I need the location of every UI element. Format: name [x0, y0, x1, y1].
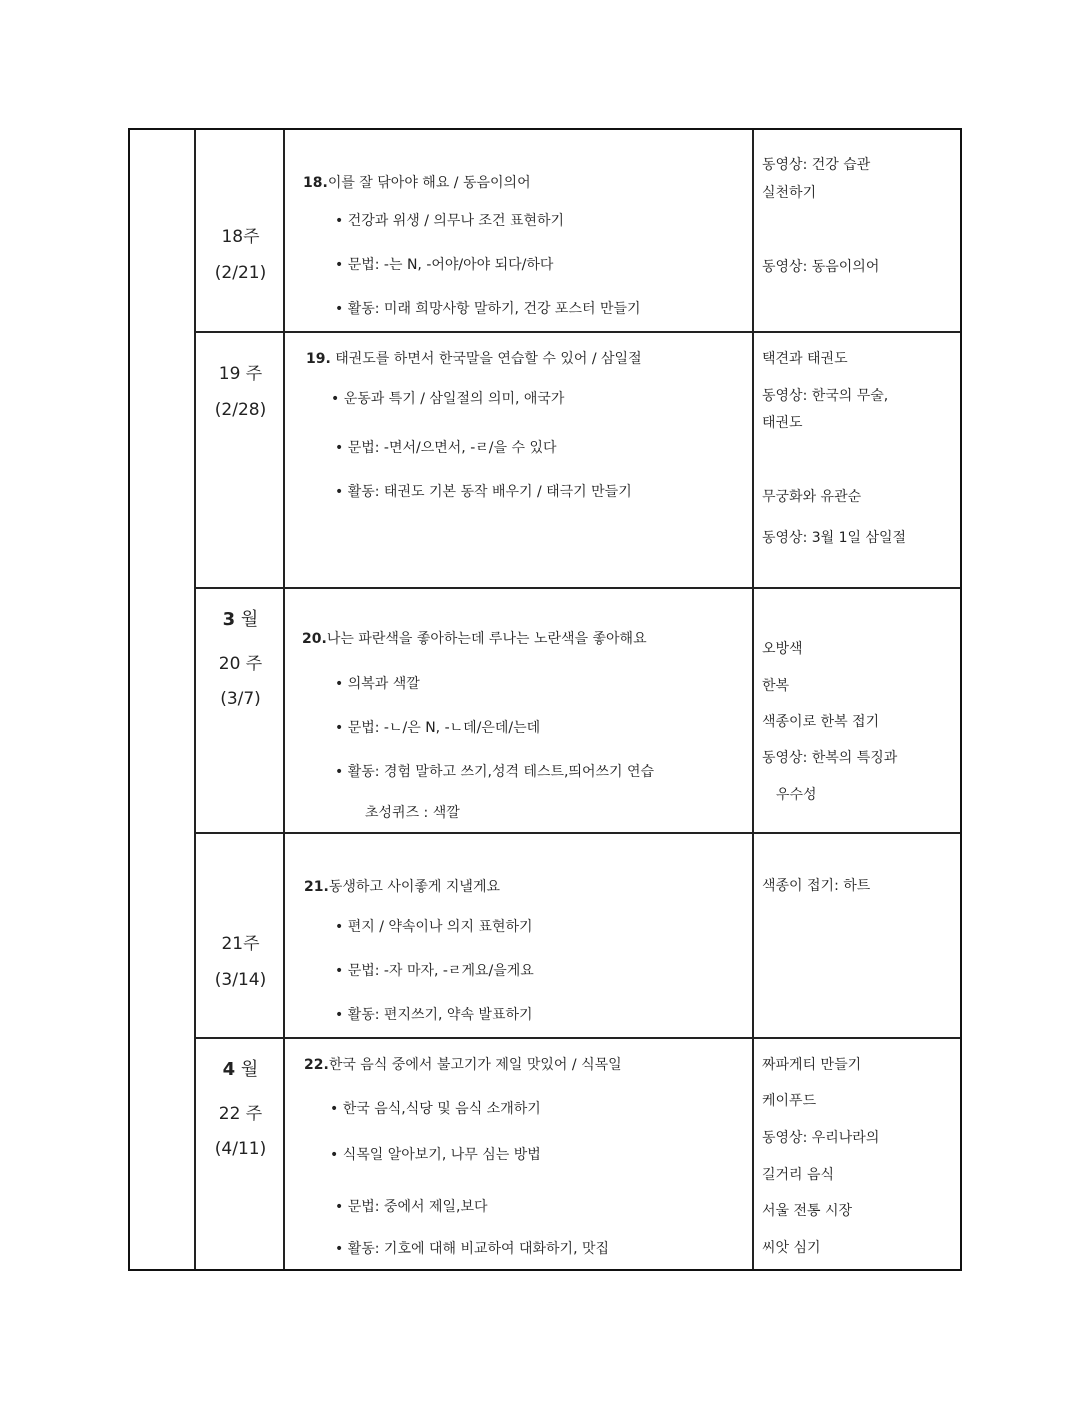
lesson-bullet: • 활동: 경험 말하고 쓰기,성격 테스트,띄어쓰기 연습	[335, 764, 655, 780]
lesson-bullet: • 식목일 알아보기, 나무 심는 방법	[330, 1147, 541, 1163]
week-date: (3/7)	[220, 689, 261, 709]
lesson-title: 18.이를 잘 닦아야 해요 / 동음이의어	[303, 175, 531, 191]
week-cell	[196, 130, 285, 331]
week-date: (3/14)	[214, 970, 267, 990]
table-row-week-21	[196, 834, 960, 1039]
week-label: 19 주	[218, 364, 263, 384]
resource-item: 동영상: 한복의 특징과	[762, 750, 898, 766]
resource-item: 색종이 접기: 하트	[762, 878, 871, 894]
resources-cell	[754, 1039, 960, 1269]
month-label: 3 월	[222, 609, 259, 630]
week-cell	[196, 834, 285, 1037]
lesson-title: 21.동생하고 사이좋게 지낼게요	[304, 879, 501, 895]
resource-item: 동영상: 동음이의어	[762, 259, 880, 275]
lesson-title: 19. 태권도를 하면서 한국말을 연습할 수 있어 / 삼일절	[306, 351, 642, 367]
lesson-bullet: • 문법: 중에서 제일,보다	[335, 1199, 488, 1215]
resource-item: 택견과 태권도	[762, 351, 848, 367]
week-date: (2/28)	[214, 400, 267, 420]
lesson-title: 20.나는 파란색을 좋아하는데 루나는 노란색을 좋아해요	[302, 631, 647, 647]
resource-item: 동영상: 우리나라의	[762, 1130, 880, 1146]
week-cell	[196, 1039, 285, 1269]
lesson-bullet: • 편지 / 약속이나 의지 표현하기	[335, 919, 533, 935]
resource-item: 케이푸드	[762, 1093, 817, 1109]
lesson-bullet: • 문법: -면서/으면서, -ㄹ/을 수 있다	[335, 440, 557, 456]
resource-item: 오방색	[762, 641, 803, 657]
resource-item: 길거리 음식	[762, 1167, 835, 1183]
week-label: 18주	[221, 227, 260, 247]
lesson-bullet: • 문법: -는 N, -어야/아야 되다/하다	[335, 257, 554, 273]
resource-item: 동영상: 한국의 무술,	[762, 388, 889, 404]
resource-item: 색종이로 한복 접기	[762, 714, 880, 730]
resources-cell	[754, 333, 960, 587]
lesson-bullet: • 건강과 위생 / 의무나 조건 표현하기	[335, 213, 565, 229]
lesson-bullet: • 의복과 색깔	[335, 676, 420, 692]
resources-cell	[754, 130, 960, 331]
lesson-cell	[285, 589, 754, 832]
resource-item: 한복	[762, 678, 790, 694]
month-label: 4 월	[222, 1059, 259, 1080]
resources-cell	[754, 589, 960, 832]
week-label: 20 주	[218, 654, 263, 674]
lesson-cell	[285, 333, 754, 587]
table-row-week-19	[196, 333, 960, 589]
resource-item: 우수성	[776, 787, 817, 803]
table-row-week-20	[196, 589, 960, 834]
lesson-bullet: • 문법: -자 마자, -ㄹ게요/을게요	[335, 963, 534, 979]
resource-item: 짜파게티 만들기	[762, 1057, 862, 1073]
lesson-bullet: • 운동과 특기 / 삼일절의 의미, 애국가	[331, 391, 565, 407]
lesson-title: 22.한국 음식 중에서 불고기가 제일 맛있어 / 식목일	[304, 1057, 622, 1073]
lesson-cell	[285, 834, 754, 1037]
table-row-week-22	[196, 1039, 960, 1269]
lesson-cell	[285, 130, 754, 331]
resource-item: 실천하기	[762, 185, 817, 201]
week-label: 22 주	[218, 1104, 263, 1124]
curriculum-table	[128, 128, 962, 1271]
week-date: (2/21)	[214, 263, 267, 283]
lesson-cell	[285, 1039, 754, 1269]
lesson-bullet: • 활동: 편지쓰기, 약속 발표하기	[335, 1007, 533, 1023]
lesson-bullet: • 활동: 기호에 대해 비교하여 대화하기, 맛집	[335, 1241, 610, 1257]
week-label: 21주	[221, 934, 260, 954]
resource-item: 씨앗 심기	[762, 1240, 821, 1256]
lesson-bullet: • 한국 음식,식당 및 음식 소개하기	[330, 1101, 541, 1117]
week-cell	[196, 589, 285, 832]
resources-cell	[754, 834, 960, 1037]
resource-item: 서울 전통 시장	[762, 1203, 853, 1219]
week-date: (4/11)	[214, 1139, 267, 1159]
table-row-week-18	[196, 130, 960, 333]
week-cell	[196, 333, 285, 587]
resource-item: 동영상: 3월 1일 삼일절	[762, 530, 907, 546]
lesson-bullet: • 활동: 미래 희망사항 말하기, 건강 포스터 만들기	[335, 301, 641, 317]
resource-item: 태권도	[762, 415, 803, 431]
blank-left-column	[130, 130, 196, 1269]
resource-item: 무궁화와 유관순	[762, 489, 862, 505]
lesson-bullet-continuation: 초성퀴즈 : 색깔	[365, 805, 460, 821]
lesson-bullet: • 문법: -ㄴ/은 N, -ㄴ데/은데/는데	[335, 720, 541, 736]
resource-item: 동영상: 건강 습관	[762, 157, 871, 173]
lesson-bullet: • 활동: 태권도 기본 동작 배우기 / 태극기 만들기	[335, 484, 632, 500]
